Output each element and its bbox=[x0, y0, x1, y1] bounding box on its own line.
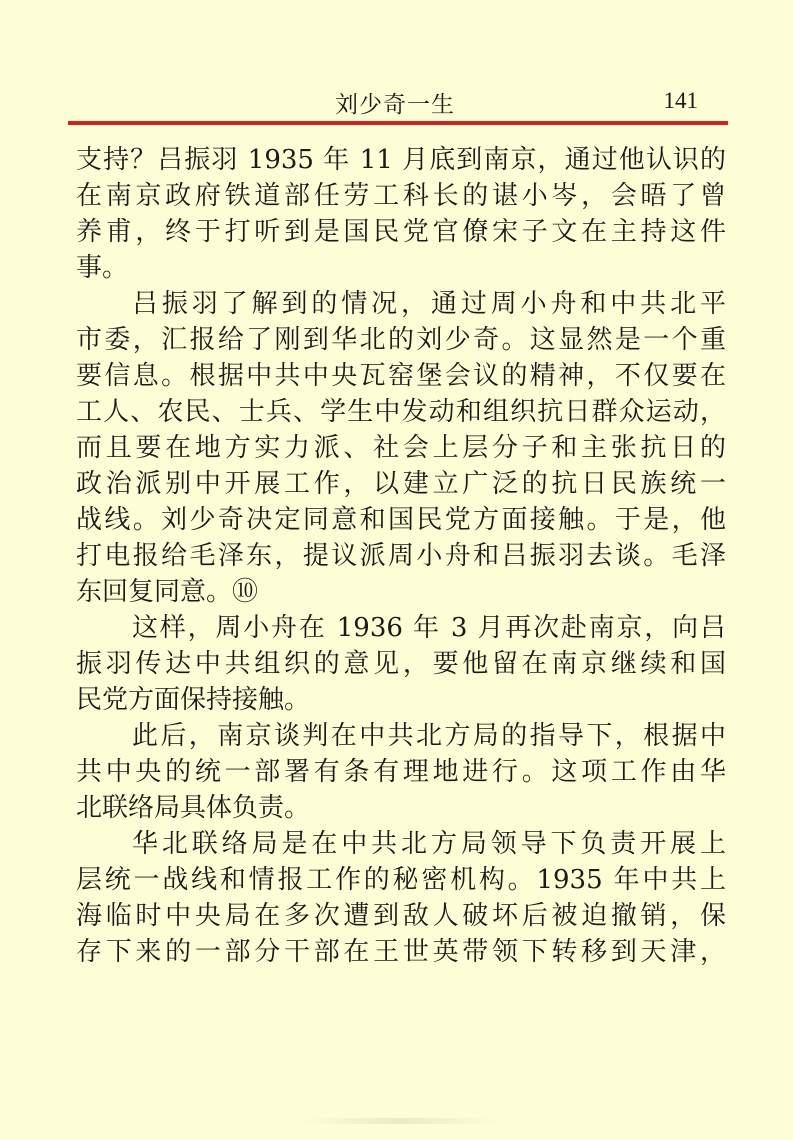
text-line: 战线。刘少奇决定同意和国民党方面接触。于是，他 bbox=[76, 505, 726, 535]
text-line: 此后，南京谈判在中共北方局的指导下，根据中 bbox=[132, 721, 726, 751]
text-line: 而且要在地方实力派、社会上层分子和主张抗日的 bbox=[76, 433, 726, 463]
text-line: 在南京政府铁道部任劳工科长的谌小岑，会晤了曾 bbox=[76, 181, 726, 211]
running-title: 刘少奇一生 bbox=[335, 92, 455, 118]
body-text bbox=[76, 142, 726, 970]
text-line: 华北联络局是在中共北方局领导下负责开展上 bbox=[132, 829, 726, 859]
footer-smudge bbox=[300, 1118, 500, 1124]
text-line: 工人、农民、士兵、学生中发动和组织抗日群众运动， bbox=[76, 397, 726, 427]
text-line: 东回复同意。⑩ bbox=[76, 577, 259, 607]
text-line: 政治派别中开展工作，以建立广泛的抗日民族统一 bbox=[76, 469, 726, 499]
text-line: 振羽传达中共组织的意见，要他留在南京继续和国 bbox=[76, 649, 726, 679]
text-line: 打电报给毛泽东，提议派周小舟和吕振羽去谈。毛泽 bbox=[76, 541, 726, 571]
text-line: 支持？吕振羽 1935 年 11 月底到南京，通过他认识的 bbox=[76, 145, 726, 175]
page-number: 141 bbox=[663, 88, 698, 113]
text-line: 民党方面保持接触。 bbox=[76, 685, 311, 715]
text-line: 养甫，终于打听到是国民党官僚宋子文在主持这件 bbox=[76, 217, 726, 247]
header-rule bbox=[68, 121, 728, 125]
text-line: 北联络局具体负责。 bbox=[76, 793, 311, 823]
text-line: 共中央的统一部署有条有理地进行。这项工作由华 bbox=[76, 757, 726, 787]
text-line: 事。 bbox=[76, 253, 129, 283]
text-line: 这样，周小舟在 1936 年 3 月再次赴南京，向吕 bbox=[132, 613, 726, 643]
page-header bbox=[70, 82, 728, 122]
text-line: 吕振羽了解到的情况，通过周小舟和中共北平 bbox=[132, 289, 726, 319]
text-line: 存下来的一部分干部在王世英带领下转移到天津， bbox=[76, 937, 726, 967]
text-line: 市委，汇报给了刚到华北的刘少奇。这显然是一个重 bbox=[76, 325, 726, 355]
text-line: 海临时中央局在多次遭到敌人破坏后被迫撤销，保 bbox=[76, 901, 726, 931]
text-line: 要信息。根据中共中央瓦窑堡会议的精神，不仅要在 bbox=[76, 361, 726, 391]
text-line: 层统一战线和情报工作的秘密机构。1935 年中共上 bbox=[76, 865, 726, 895]
